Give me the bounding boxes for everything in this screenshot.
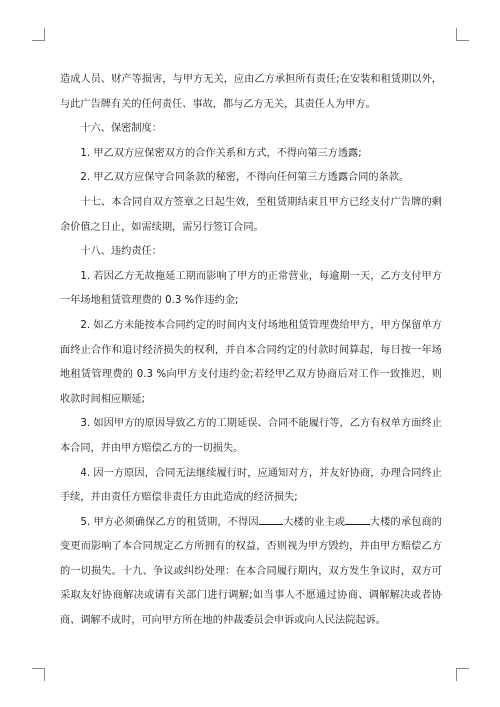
clause-breach-5 bbox=[60, 511, 442, 634]
document-body bbox=[60, 68, 442, 634]
clause-5-text-b: 大楼的业主或 bbox=[283, 516, 346, 528]
section-heading-confidentiality: 十六、保密制度： bbox=[80, 123, 162, 135]
crop-mark-top-left bbox=[32, 28, 45, 41]
fill-blank-owner bbox=[259, 515, 283, 525]
clause-breach-1: 1. 若因乙方无故拖延工期而影响了甲方的正常营业，每逾期一天，乙方支付甲方一年场地租赁管理费的 0.3 %作违约金; bbox=[60, 270, 442, 307]
crop-mark-top-right bbox=[456, 28, 469, 41]
clause-5-text-a: 5. 甲方必须确保乙方的租赁期，不得因 bbox=[80, 516, 259, 528]
section-heading-breach: 十八、违约责任： bbox=[80, 246, 162, 258]
paragraph-liability: 造成人员、财产等损害，与甲方无关，应由乙方承担所有责任;在安装和租赁期以外，与此广告牌有关的任何责任、事故，都与乙方无关，其责任人为甲方。 bbox=[60, 74, 442, 110]
clause-breach-2: 2. 如乙方未能按本合同约定的时间内支付场地租赁管理费给甲方，甲方保留单方面终止合作和追讨经济损失的权利，并自本合同约定的付款时间算起，每日按一年场地租赁管理费的 0.3 %向甲方支付违约金;若经甲乙双方协商后对工作一致推迟，则收款时间相应顺延; bbox=[60, 319, 442, 405]
clause-5-text-c: 大楼的承包商的变更而影响了本合同规定乙方所拥有的权益，否则视为甲方毁约，并由甲方赔偿乙方的一切损失。十九、争议或纠纷处理：在本合同履行期内，双方发生争议时，双方可采取友好协商解决或请有关部门进行调解;如当事人不愿通过协商、调解解决或者协商、调解不成时，可向甲方所在地的仲裁委员会申诉或向人民法院起诉。 bbox=[60, 516, 442, 627]
fill-blank-contractor bbox=[345, 515, 369, 525]
crop-mark-bottom-right bbox=[456, 668, 469, 681]
clause-confidentiality-1: 1. 甲乙双方应保密双方的合作关系和方式，不得向第三方透露; bbox=[80, 147, 362, 159]
clause-breach-4: 4. 因一方原因，合同无法继续履行时，应通知对方，并友好协商，办理合同终止手续，并由责任方赔偿非责任方由此造成的经济损失; bbox=[60, 467, 442, 504]
section-effective-term: 十七、本合同自双方签章之日起生效，至租赁期结束且甲方已经支付广告牌的剩余价值之日止，如需续期，需另行签订合同。 bbox=[60, 196, 442, 233]
crop-mark-bottom-left bbox=[32, 668, 45, 681]
clause-breach-3: 3. 如因甲方的原因导致乙方的工期延误、合同不能履行等，乙方有权单方面终止本合同，并由甲方赔偿乙方的一切损失。 bbox=[60, 418, 442, 454]
clause-confidentiality-2: 2. 甲乙双方应保守合同条款的秘密，不得向任何第三方透露合同的条款。 bbox=[80, 172, 410, 184]
